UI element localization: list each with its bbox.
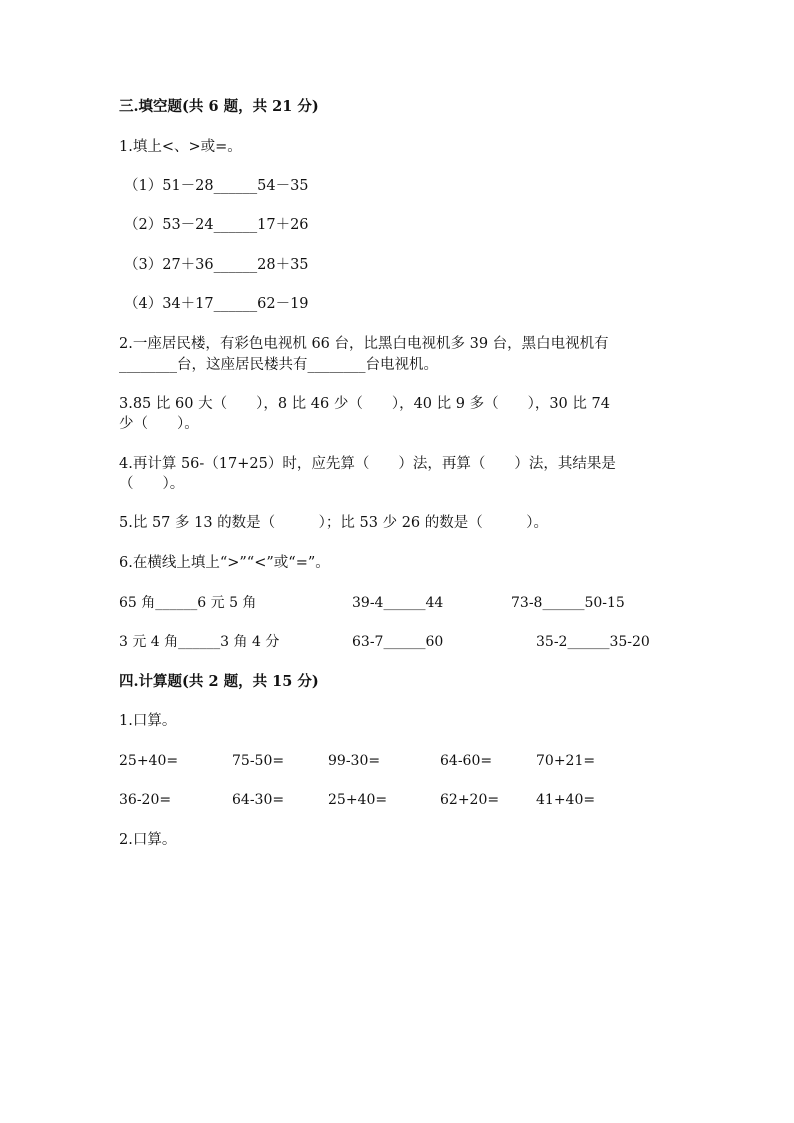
mental-math-item: 64-60= — [440, 753, 493, 769]
q6-cell: 39-4______44 — [352, 595, 444, 611]
section3-heading: 三.填空题(共 6 题，共 21 分) — [119, 98, 319, 115]
q5-text: 5.比 57 多 13 的数是（ ）；比 53 少 26 的数是（ ）。 — [119, 515, 549, 531]
q6-cell: 65 角______6 元 5 角 — [119, 595, 257, 611]
q1-item: （3）27＋36______28＋35 — [124, 257, 309, 273]
q1-item: （2）53－24______17＋26 — [124, 217, 309, 233]
q6-cell: 35-2______35-20 — [536, 634, 650, 650]
mental-math-item: 64-30= — [232, 792, 285, 808]
q3-line1: 3.85 比 60 大（ ），8 比 46 少（ ），40 比 9 多（ ），30 比 74 — [119, 396, 610, 412]
mental-math-item: 25+40= — [119, 753, 179, 769]
q1-prompt: 1.填上<、>或=。 — [119, 139, 242, 155]
s4-q2-prompt: 2.口算。 — [119, 832, 177, 848]
q6-cell: 63-7______60 — [352, 634, 444, 650]
q3-line2: 少（ ）。 — [119, 416, 199, 432]
mental-math-item: 75-50= — [232, 753, 285, 769]
mental-math-item: 62+20= — [440, 792, 500, 808]
mental-math-item: 25+40= — [328, 792, 388, 808]
q4-line1: 4.再计算 56-（17+25）时，应先算（ ）法，再算（ ）法，其结果是 — [119, 456, 616, 472]
mental-math-item: 41+40= — [536, 792, 596, 808]
q1-item: （4）34＋17______62－19 — [124, 296, 309, 312]
q2-line2: ________台，这座居民楼共有________台电视机。 — [119, 357, 438, 373]
q6-cell: 3 元 4 角______3 角 4 分 — [119, 634, 280, 650]
q2-line1: 2.一座居民楼，有彩色电视机 66 台，比黑白电视机多 39 台，黑白电视机有 — [119, 336, 609, 352]
mental-math-item: 70+21= — [536, 753, 596, 769]
s4-q1-prompt: 1.口算。 — [119, 713, 177, 729]
mental-math-item: 99-30= — [328, 753, 381, 769]
q6-cell: 73-8______50-15 — [511, 595, 625, 611]
q6-prompt: 6.在横线上填上“>”“<”或“=”。 — [119, 555, 330, 571]
mental-math-item: 36-20= — [119, 792, 172, 808]
q4-line2: （ ）。 — [119, 476, 185, 492]
q1-item: （1）51－28______54－35 — [124, 178, 309, 194]
section4-heading: 四.计算题(共 2 题，共 15 分) — [119, 673, 319, 690]
